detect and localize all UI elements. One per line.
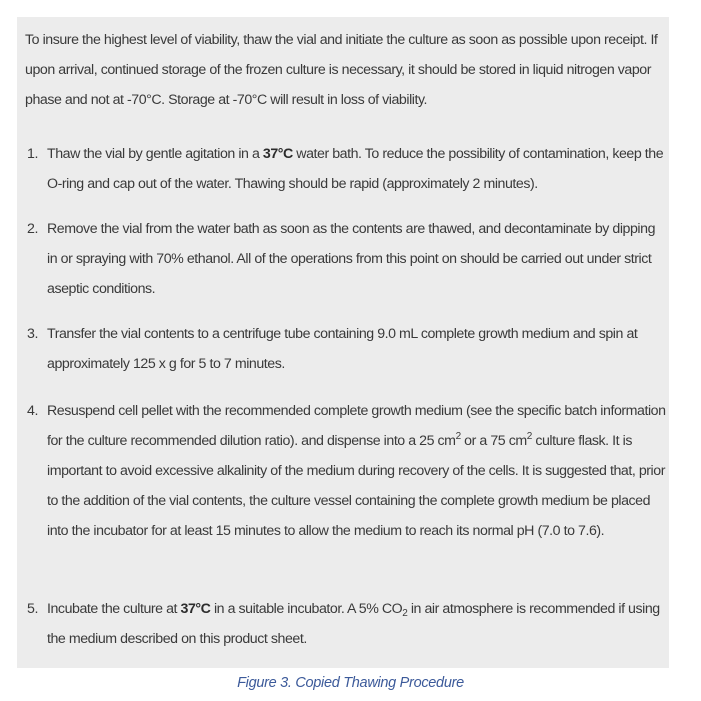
step-number: 5.	[27, 601, 38, 617]
step-number: 3.	[27, 326, 38, 342]
step-text: Incubate the culture at 37°C in a suitable incubator. A 5% $CO_2$ in air atmosphere is recommended if using the medium described on this product sheet.	[47, 601, 660, 647]
step-4	[27, 396, 667, 546]
procedure-panel	[17, 17, 669, 668]
intro-paragraph: To insure the highest level of viability, thaw the vial and initiate the culture as soon as possible upon receipt. If upon arrival, continued storage of the frozen culture is necessary, it should be stored in liquid nitrogen vapor phase and not at -70°C. Storage at -70°C will result in loss of viability.	[25, 32, 658, 108]
step-text: Resuspend cell pellet with the recommended complete growth medium (see the specific batch information for the culture recommended dilution ratio). and dispense into a 25 $cm^2$ or a 75 $cm^2$ culture flask. It is important to avoid excessive alkalinity of the medium during recovery of the cells. It is suggested that, prior to the addition of the vial contents, the culture vessel containing the complete growth medium be placed into the incubator for at least 15 minutes to allow the medium to reach its normal pH (7.0 to 7.6).	[47, 403, 666, 539]
step-3	[27, 319, 667, 379]
step-text: Transfer the vial contents to a centrifuge tube containing 9.0 mL complete growth medium and spin at approximately 125 x g for 5 to 7 minutes.	[47, 326, 638, 372]
step-number: 4.	[27, 403, 38, 419]
step-1	[27, 139, 667, 199]
step-text: Thaw the vial by gentle agitation in a 37°C water bath. To reduce the possibility of contamination, keep the O-ring and cap out of the water. Thawing should be rapid (approximately 2 minutes).	[47, 146, 664, 192]
figure-caption: Figure 3. Copied Thawing Procedure	[237, 675, 464, 691]
step-number: 1.	[27, 146, 38, 162]
step-number: 2.	[27, 221, 38, 237]
step-5	[27, 594, 667, 654]
step-2	[27, 214, 667, 304]
step-text: Remove the vial from the water bath as soon as the contents are thawed, and decontaminate by dipping in or spraying with 70% ethanol. All of the operations from this point on should be carried out under strict aseptic conditions.	[47, 221, 656, 297]
